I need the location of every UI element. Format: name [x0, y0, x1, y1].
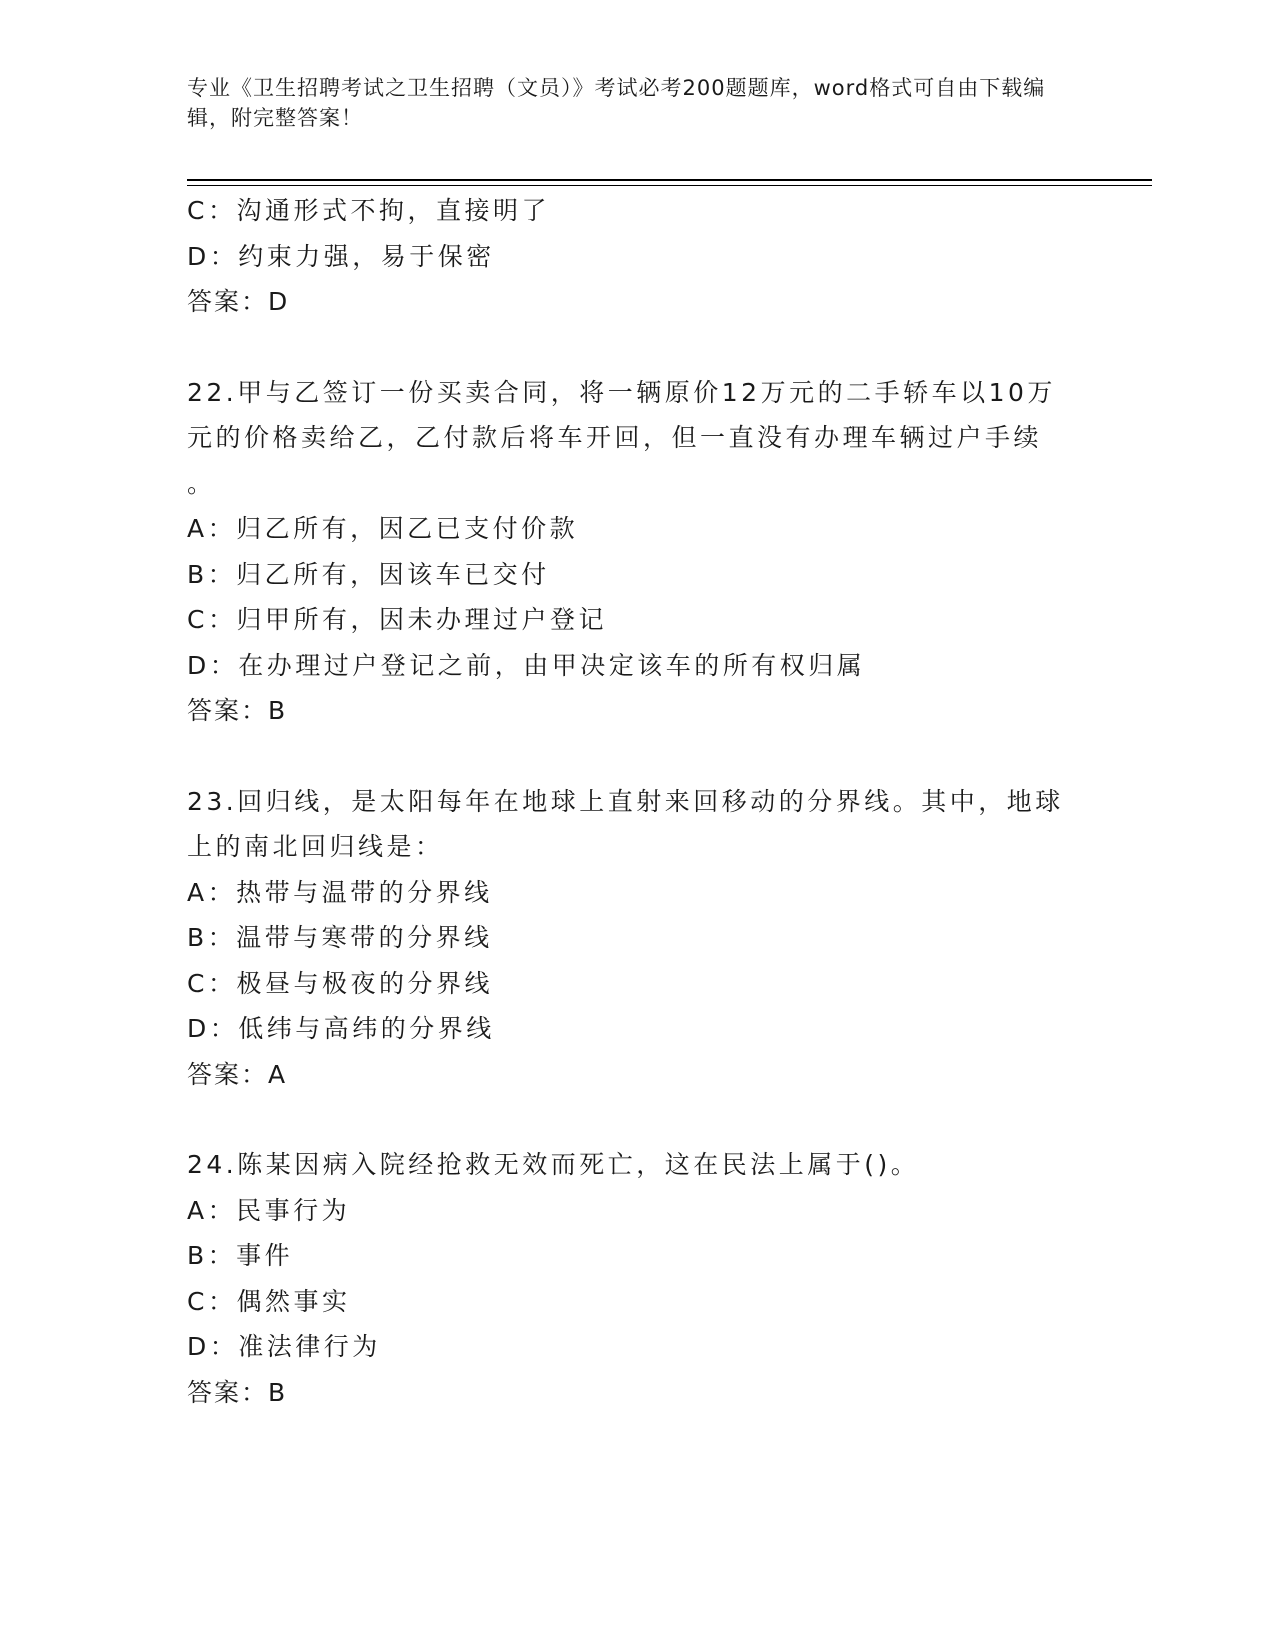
question-stem: 22.甲与乙签订一份买卖合同，将一辆原价12万元的二手轿车以10万	[187, 377, 1056, 407]
option-b: B：事件	[187, 1241, 294, 1270]
question-stem: 。	[187, 468, 216, 498]
answer-label: 答案：A	[187, 1059, 288, 1089]
header-divider-thin	[187, 185, 1152, 186]
option-c: C：偶然事实	[187, 1286, 351, 1316]
previous-question-tail	[187, 188, 1117, 325]
question-stem: 24.陈某因病入院经抢救无效而死亡，这在民法上属于()。	[187, 1150, 920, 1179]
option-c: C：沟通形式不拘，直接明了	[187, 196, 550, 225]
option-b: B：温带与寒带的分界线	[187, 923, 493, 952]
option-a: A：热带与温带的分界线	[187, 877, 493, 907]
answer-label: 答案：D	[187, 287, 290, 316]
option-a: A：民事行为	[187, 1195, 351, 1225]
option-d: D：在办理过户登记之前，由甲决定该车的所有权归属	[187, 650, 866, 680]
answer-label: 答案：B	[187, 696, 288, 725]
question-stem: 23.回归线，是太阳每年在地球上直射来回移动的分界线。其中，地球	[187, 786, 1064, 816]
answer-label: 答案：B	[187, 1377, 288, 1407]
option-b: B：归乙所有，因该车已交付	[187, 559, 550, 589]
option-c: C：归甲所有，因未办理过户登记	[187, 605, 607, 634]
question-22	[187, 370, 1117, 734]
option-d: D：准法律行为	[187, 1332, 381, 1361]
option-a: A：归乙所有，因乙已支付价款	[187, 514, 579, 543]
option-c: C：极昼与极夜的分界线	[187, 968, 493, 998]
question-content	[187, 188, 1117, 1415]
document-header: 专业《卫生招聘考试之卫生招聘（文员）》考试必考200题题库，word格式可自由下载编辑，附完整答案！	[187, 76, 1046, 130]
question-stem: 上的南北回归线是：	[187, 832, 444, 861]
question-24	[187, 1142, 1117, 1415]
option-d: D：约束力强，易于保密	[187, 241, 495, 271]
question-stem: 元的价格卖给乙，乙付款后将车开回，但一直没有办理车辆过户手续	[187, 423, 1043, 452]
option-d: D：低纬与高纬的分界线	[187, 1014, 495, 1043]
question-23	[187, 779, 1117, 1098]
header-divider-thick	[187, 179, 1152, 181]
